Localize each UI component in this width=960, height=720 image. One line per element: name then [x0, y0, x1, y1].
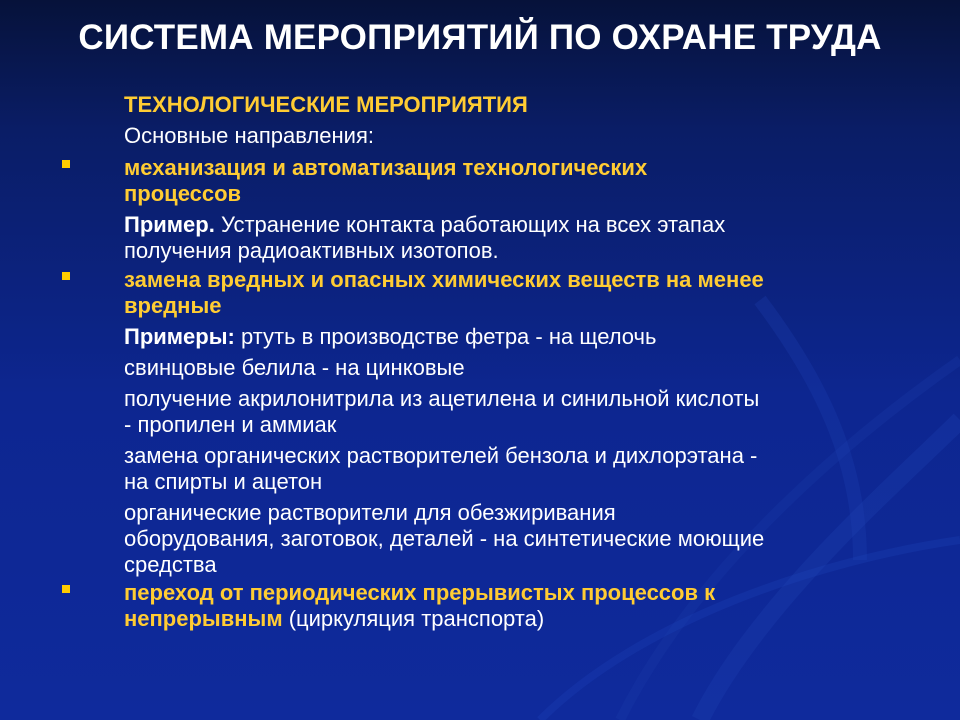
item-2-sub-example-4-line-3: средства — [124, 552, 217, 577]
item-2-sub-example-1: свинцовые белила - на цинковые — [124, 355, 465, 380]
example-text: Устранение контакта работающих на всех этапах — [214, 212, 726, 237]
example-label: Пример. — [124, 212, 215, 237]
item-3-title-suffix: (циркуляция транспорта) — [282, 606, 545, 631]
item-1-title-line-1: механизация и автоматизация технологических — [124, 155, 648, 180]
item-2-title-line-1: замена вредных и опасных химических веществ на менее — [124, 267, 764, 292]
item-2-sub-example-3-line-1: замена органических растворителей бензола и дихлорэтана - — [124, 443, 758, 468]
item-2-sub-example-3-line-2: на спирты и ацетон — [124, 469, 323, 494]
bullet-square-icon — [62, 160, 70, 168]
intro-text: Основные направления: — [124, 123, 374, 148]
bullet-square-icon — [62, 585, 70, 593]
item-2-title-line-2: вредные — [124, 293, 222, 318]
item-2-example-line-1 — [124, 324, 924, 350]
item-1-example-line-1 — [124, 212, 924, 238]
item-2-sub-example-4-line-2: оборудования, заготовок, деталей - на синтетические моющие — [124, 526, 765, 551]
item-2-sub-example-2-line-1: получение акрилонитрила из ацетилена и синильной кислоты — [124, 386, 760, 411]
item-3-title-line-2 — [124, 606, 924, 632]
item-1-title-line-2: процессов — [124, 181, 242, 206]
item-3-title-line-1: переход от периодических прерывистых процессов к — [124, 580, 716, 605]
item-1-example-line-2: получения радиоактивных изотопов. — [124, 238, 499, 263]
item-3-title-bold: непрерывным — [124, 606, 283, 631]
section-heading: ТЕХНОЛОГИЧЕСКИЕ МЕРОПРИЯТИЯ — [124, 92, 528, 117]
example-label: Примеры: — [124, 324, 235, 349]
slide-title: СИСТЕМА МЕРОПРИЯТИЙ ПО ОХРАНЕ ТРУДА — [78, 18, 882, 57]
item-2-sub-example-4-line-1: органические растворители для обезжиривания — [124, 500, 616, 525]
example-text: ртуть в производстве фетра - на щелочь — [234, 324, 657, 349]
bullet-square-icon — [62, 272, 70, 280]
item-2-sub-example-2-line-2: - пропилен и аммиак — [124, 412, 337, 437]
